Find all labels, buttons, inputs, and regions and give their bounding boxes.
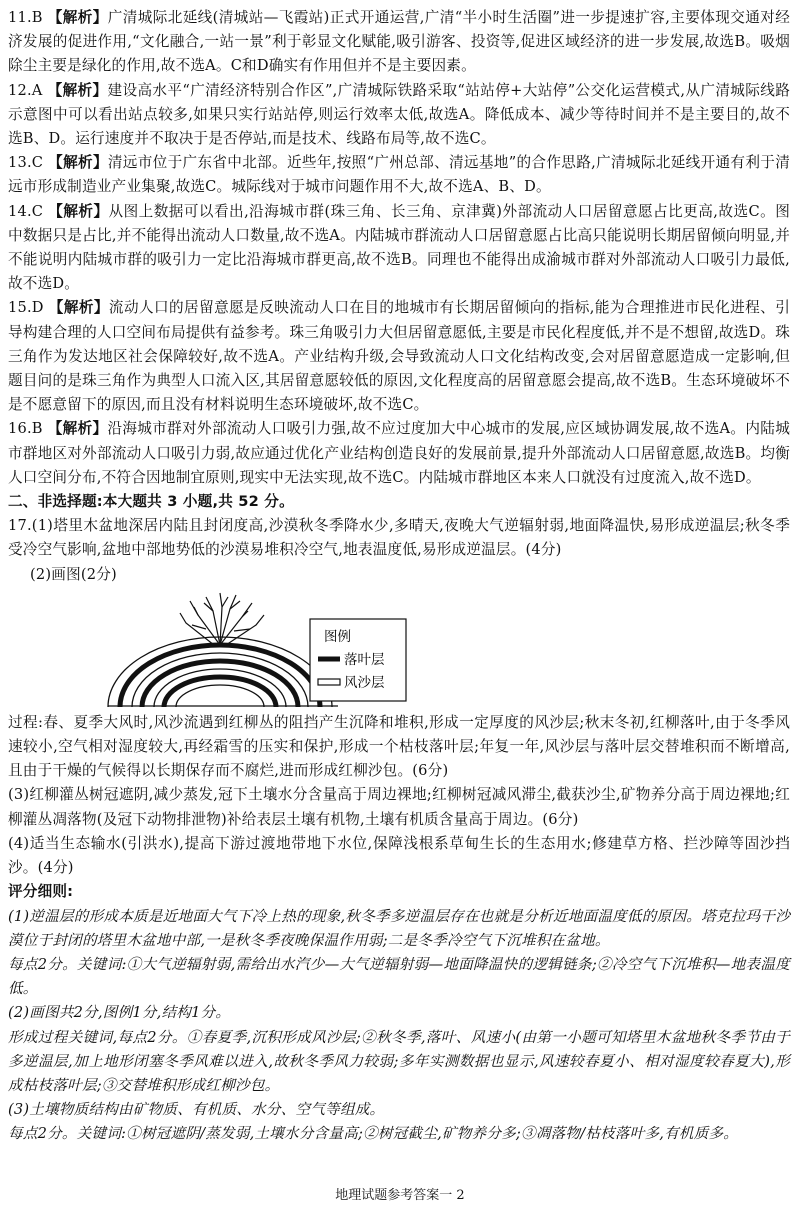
analysis-tag: 【解析】 bbox=[48, 202, 109, 220]
analysis-text: 流动人口的居留意愿是反映流动人口在目的地城市有长期居留倾向的指标,能为合理推进市民化进程、引导构建合理的人口空间布局提供有益参考。珠三角吸引力大但居留意愿低,主要是市民化程度低,并不是不想留,故选D。珠三角作为发达地区社会保障较好,故不选A。产业结构升级,会导致流动人口文化结构改变,会对居留意愿造成一定影响,但题目问的是珠三角作为典型人口流入区,其居留意愿较低的原因,文化程度高的居留意愿会提高,故不选B。生态环境破坏不是不愿意留下的原因,而且没有材料说明生态环境破坏,故不选C。 bbox=[8, 299, 791, 414]
legend-title: 图例 bbox=[324, 628, 351, 645]
answer-list bbox=[8, 6, 790, 490]
analysis-tag: 【解析】 bbox=[47, 420, 108, 438]
analysis-text: 从图上数据可以看出,沿海城市群(珠三角、长三角、京津冀)外部流动人口居留意愿占比更高,故选C。图中数据只是占比,并不能得出流动人口数量,故不选A。内陆城市群流动人口居留意愿占比高只能说明长期居留倾向明显,并不能说明内陆城市群的吸引力一定比沿海城市群更高,故不选B。同理也不能得出成渝城市群对外部流动人口吸引力最低,故不选D。 bbox=[8, 202, 790, 293]
analysis-text: 广清城际北延线(清城站—飞霞站)正式开通运营,广清“半小时生活圈”进一步提速扩容,主要体现交通对经济发展的促进作用,“文化融合,一站一景”利于彰显文化赋能,吸引游客、投资等,促进区域经济的进一步发展,故选B。吸烟除尘主要是绿化的作用,故不选A。C和D确实有作用但并不是主要因素。 bbox=[8, 9, 791, 75]
answer-13 bbox=[8, 151, 790, 199]
legend-sand-layer: 风沙层 bbox=[344, 674, 385, 691]
scoring-2: 每点2分。关键词:①大气逆辐射弱,需给出水汽少—大气逆辐射弱—地面降温快的逻辑链条;②冷空气下沉堆积—地表温度低。 bbox=[8, 955, 790, 998]
question-number: 11.B bbox=[8, 9, 43, 26]
sand-layer-swatch bbox=[318, 679, 340, 685]
question-number: 15.D bbox=[8, 299, 44, 317]
analysis-tag: 【解析】 bbox=[47, 81, 108, 99]
analysis-tag: 【解析】 bbox=[48, 299, 109, 317]
analysis-text: 清远市位于广东省中北部。近些年,按照“广州总部、清远基地”的合作思路,广清城际北延线开通有利于清远市形成制造业产业集聚,故选C。城际线对于城市问题作用不大,故不选A、B、D。 bbox=[8, 154, 790, 196]
question-number: 13.C bbox=[8, 154, 44, 172]
q17-part1: 17.(1)塔里木盆地深居内陆且封闭度高,沙漠秋冬季降水少,多晴天,夜晚大气逆辐射弱,地面降温快,易形成逆温层;秋冬季受冷空气影响,盆地中部地势低的沙漠易堆积冷空气,地表温度低,易形成逆温层。(4分) bbox=[8, 517, 790, 559]
question-number: 12.A bbox=[8, 81, 43, 99]
q17-part4: (4)适当生态输水(引洪水),提高下游过渡地带地下水位,保障浅根系草甸生长的生态用水;修建草方格、拦沙障等固沙挡沙。(4分) bbox=[8, 834, 790, 877]
question-number: 14.C bbox=[8, 202, 44, 220]
answer-16 bbox=[8, 417, 790, 490]
page-footer: 地理试题参考答案一 2 bbox=[335, 1188, 465, 1203]
section-title: 二、非选择题:本大题共 3 小题,共 52 分。 bbox=[8, 493, 294, 511]
analysis-text: 沿海城市群对外部流动人口吸引力强,故不应过度加大中心城市的发展,应区域协调发展,故不选A。内陆城市群地区对外部流动人口吸引力弱,故应通过优化产业结构创造良好的发展前景,提升外部流动人口居留意愿,故选B。均衡人口空间分布,不符合因地制宜原则,现实中无法实现,故不选C。内陆城市群地区本来人口就没有过度流入,故不选D。 bbox=[8, 420, 790, 486]
scoring-6: 每点2分。关键词:①树冠遮阴/蒸发弱,土壤水分含量高;②树冠截尘,矿物养分多;③凋落物/枯枝落叶多,有机质多。 bbox=[8, 1125, 739, 1143]
question-number: 16.B bbox=[8, 420, 43, 438]
answer-12 bbox=[8, 79, 790, 152]
analysis-text: 建设高水平“广清经济特别合作区”,广清城际铁路采取“站站停+大站停”公交化运营模式,从广清城际线路示意图中可以看出站点较多,如果只实行站站停,则运行效率太低,故选A。降低成本、减少等待时间并不是主要目的,故不选B、D。运行速度并不取决于是否停站,而是技术、线路布局等,故不选C。 bbox=[8, 81, 791, 148]
answer-11 bbox=[8, 6, 790, 79]
answer-14 bbox=[8, 200, 790, 297]
q17-process: 过程:春、夏季大风时,风沙流遇到红柳丛的阻挡产生沉降和堆积,形成一定厚度的风沙层;秋末冬初,红柳落叶,由于冬季风速较小,空气相对湿度较大,再经霜雪的压实和保护,形成一个枯枝落叶层;年复一年,风沙层与落叶层交替堆积而不断增高,且由于干燥的气候得以长期保存而不腐烂,进而形成红柳沙包。(6分) bbox=[8, 713, 790, 780]
dune-layers bbox=[108, 637, 332, 707]
scoring-1: (1)逆温层的形成本质是近地面大气下冷上热的现象,秋冬季多逆温层存在也就是分析近地面温度低的原因。塔克拉玛干沙漠位于封闭的塔里木盆地中部,一是秋冬季夜晚保温作用弱;二是冬季冷空气下沉堆积在盆地。 bbox=[8, 907, 790, 949]
analysis-tag: 【解析】 bbox=[48, 154, 108, 172]
scoring-4: 形成过程关键词,每点2分。①春夏季,沉积形成风沙层;②秋冬季,落叶、风速小(由第一小题可知塔里木盆地秋冬季节由于多逆温层,加上地形闭塞冬季风难以进入,故秋冬季风力较弱;多年实测数据也显示,风速较春夏小、相对湿度较春夏大),形成枯枝落叶层;③交替堆积形成红柳沙包。 bbox=[8, 1028, 790, 1094]
q17-part3: (3)红柳灌丛树冠遮阴,减少蒸发,冠下土壤水分含量高于周边裸地;红柳树冠减风滞尘,截获沙尘,矿物养分高于周边裸地;红柳灌丛凋落物(及冠下动物排泄物)补给表层土壤有机物,土壤有机质含量高于周边。(6分) bbox=[8, 786, 790, 828]
scoring-3: (2)画图共2分,图例1分,结构1分。 bbox=[8, 1004, 231, 1022]
dune-cross-section-svg bbox=[8, 589, 468, 707]
scoring-title: 评分细则: bbox=[8, 883, 74, 901]
sand-dune-diagram bbox=[8, 589, 790, 707]
answer-15 bbox=[8, 296, 790, 417]
legend-leaf-layer: 落叶层 bbox=[344, 651, 385, 668]
analysis-tag: 【解析】 bbox=[47, 9, 108, 26]
scoring-5: (3)土壤物质结构由矿物质、有机质、水分、空气等组成。 bbox=[8, 1101, 385, 1119]
q17-part2-label: (2)画图(2分) bbox=[30, 565, 117, 583]
